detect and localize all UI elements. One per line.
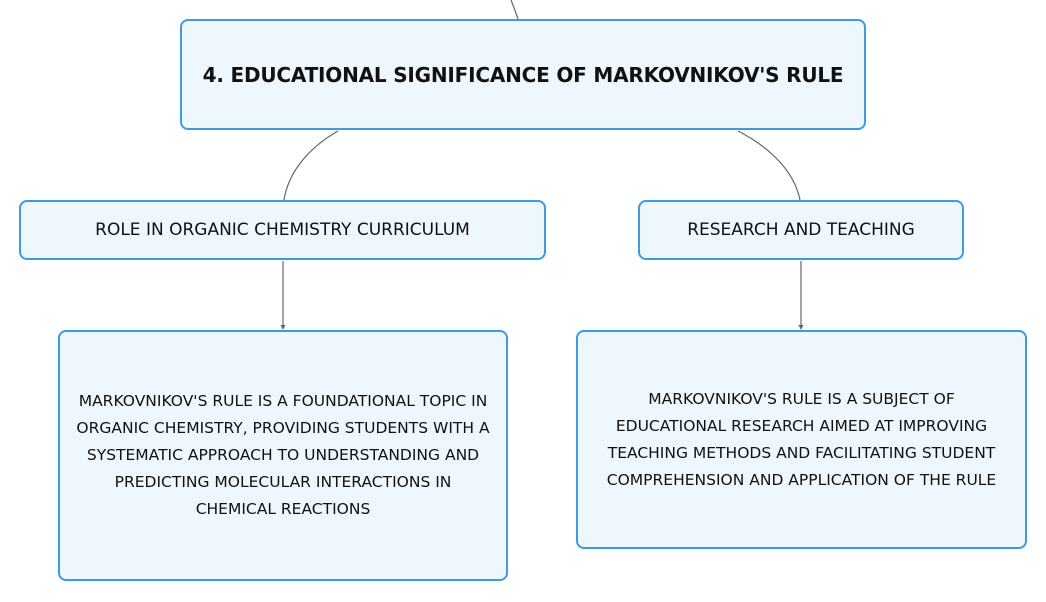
branch-node-research[interactable] — [638, 200, 964, 260]
incoming-connector — [511, 0, 518, 19]
connector-root-to-curriculum — [284, 131, 338, 200]
detail-text-curriculum: MARKOVNIKOV'S RULE IS A FOUNDATIONAL TOPIC IN ORGANIC CHEMISTRY, PROVIDING STUDENTS WITH A SYSTEMATIC APPROACH TO UNDERSTANDING AND PREDICTING MOLECULAR INTERACTIONS IN CHEMICAL REACTIONS — [76, 392, 490, 518]
branch-node-curriculum[interactable] — [19, 200, 546, 260]
root-topic-label: 4. EDUCATIONAL SIGNIFICANCE OF MARKOVNIKOV'S RULE — [202, 62, 844, 87]
detail-node-research[interactable] — [576, 330, 1027, 549]
branch-label-research: RESEARCH AND TEACHING — [687, 220, 915, 240]
root-topic-node[interactable] — [180, 19, 866, 130]
branch-label-curriculum: ROLE IN ORGANIC CHEMISTRY CURRICULUM — [95, 220, 470, 240]
detail-node-curriculum[interactable] — [58, 330, 508, 581]
connector-root-to-research — [738, 131, 800, 200]
detail-text-research: MARKOVNIKOV'S RULE IS A SUBJECT OF EDUCATIONAL RESEARCH AIMED AT IMPROVING TEACHING METHODS AND FACILITATING STUDENT COMPREHENSION AND APPLICATION OF THE RULE — [606, 389, 997, 489]
